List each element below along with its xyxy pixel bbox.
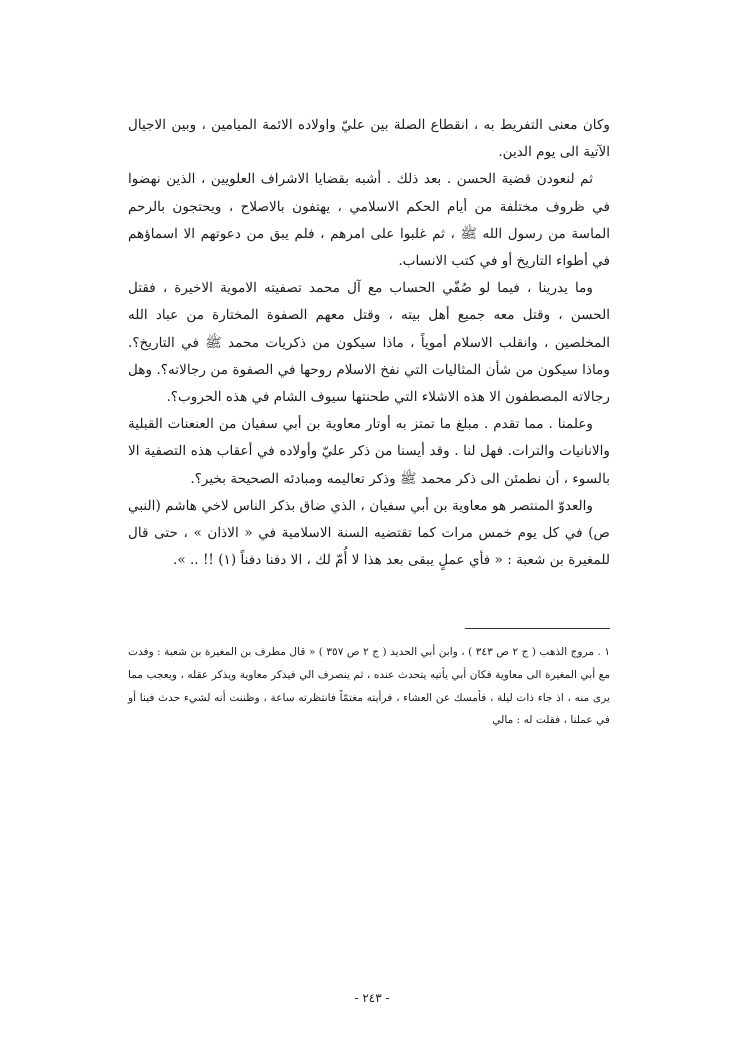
paragraph: وعلمنا . مما تقدم . مبلغ ما تمتز به أوتار معاوية بن أبي سفيان من العنعنات القبلية والانانيات والترات. فهل لنا . وقد أيسنا من ذكر عليّ وأولاده في أعقاب هذه التصفية الا بالسوء ، أن نطمئن الى ذكر محمد ﷺ وذكر تعاليمه ومبادئه الصحيحة بخير؟. xyxy=(128,416,610,487)
footnote: ١ . مروج الذهب ( ج ٢ ص ٣٤٣ ) ، وابن أبي الحديد ( ج ٢ ص ٣٥٧ ) « قال مطرف بن المغيرة بن شعبة : وفدت مع أبي المغيرة الى معاوية فكان أبي يأتيه يتحدث عنده ، ثم ينصرف الي فيذكر معاوية ويذكر عقله ، ويعجب مما يرى منه ، اذ جاء ذات ليلة ، فأمسك عن العشاء ، فرأيته مغتمّاً فانتظرته ساعة ، وظننت أنه لشيء حدث فينا أو في عملنا ، فقلت له : مالي xyxy=(128,646,611,727)
paragraph: ثم لنعودن قضية الحسن . بعد ذلك . أشبه بقضايا الاشراف العلويين ، الذين نهضوا في ظروف مختلفة من أيام الحكم الاسلامي ، يهتفون بالاصلاح ، ويحتجون بالرحم الماسة من رسول الله ﷺ ، ثم غلبوا على امرهم ، فلم يبق من دعوتهم الا اسماؤهم في أطواء التاريخ أو في كتب الانساب. xyxy=(128,171,610,270)
paragraph: وكان معنى التفريط به ، انقطاع الصلة بين عليّ واولاده الائمة الميامين ، وبين الاجيال الآتية الى يوم الدين. xyxy=(128,117,610,161)
page-number: - ٢٤٣ - xyxy=(354,991,390,1005)
footnote-separator xyxy=(465,628,610,629)
footnotes xyxy=(128,641,610,732)
body-text xyxy=(128,112,610,574)
paragraph: وما يدرينا ، فيما لو صُفّي الحساب مع آل محمد تصفيته الاموية الاخيرة ، فقتل الحسن ، وقتل معه جميع أهل بيته ، وقتل معهم الصفوة المختارة من عباد الله المخلصين ، وانقلب الاسلام أموياً ، ماذا سيكون من ذكريات محمد ﷺ في التاريخ؟. وماذا سيكون من شأن المثاليات التي نفخ الاسلام روحها في الصفوة من رجالاته؟. وهل رجالاته المصطفون الا هذه الاشلاء التي طحنتها سيوف الشام في هذه الحروب؟. xyxy=(128,280,610,406)
paragraph: والعدوّ المنتصر هو معاوية بن أبي سفيان ، الذي ضاق بذكر الناس لاخي هاشم (النبي ص) في كل يوم خمس مرات كما تقتضيه السنة الاسلامية في « الاذان » ، حتى قال للمغيرة بن شعبة : « فأي عملٍ يبقى بعد هذا لا أُمّ لك ، الا دفنا دفناً (١) !! .. ». xyxy=(128,497,610,569)
